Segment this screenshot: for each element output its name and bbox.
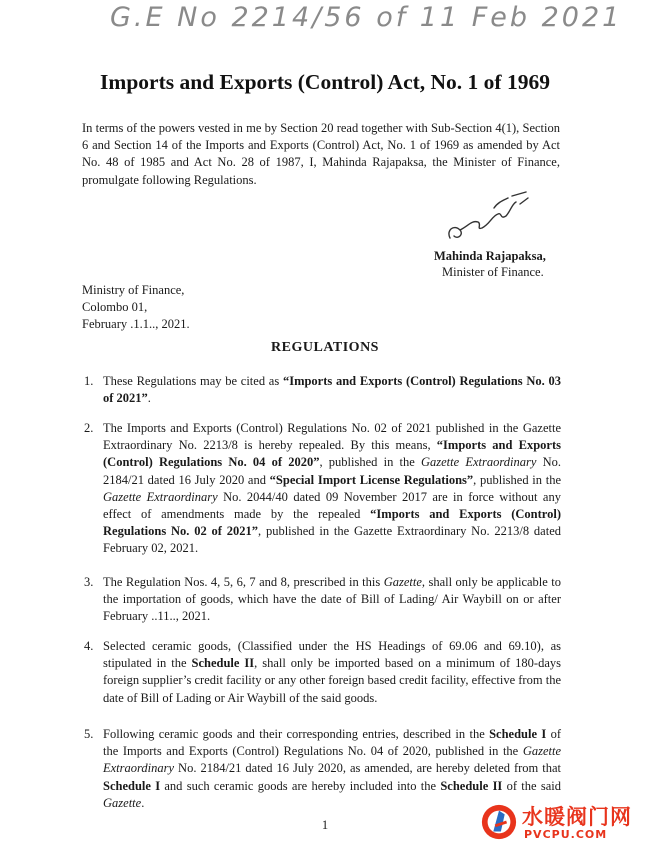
intro-paragraph: In terms of the powers vested in me by Section 20 read together with Sub-Section 4(1), Section 6 and Section 14 of the Imports and Exports (Control) Act, No. 1 of 1969 as amended by Act No. 48 of 1985 and Act No. 28 of 1987, I, Mahinda Rajapaksa, the Minister of Finance, promulgate following Regulations. (82, 121, 560, 187)
item-number: 4. (84, 639, 94, 653)
page-number: 1 (321, 818, 329, 832)
regulations-heading: REGULATIONS (271, 340, 379, 355)
watermark-chinese-text: 水暖阀门网 (522, 805, 632, 829)
signer-title: Minister of Finance. (442, 265, 544, 279)
address-line-ministry: Ministry of Finance, (82, 283, 185, 297)
site-watermark (480, 801, 642, 845)
item-number: 1. (84, 374, 94, 388)
minister-signature (442, 190, 532, 245)
watermark-url: PVCPU.COM (524, 828, 608, 841)
watermark-logo-icon (480, 803, 518, 841)
item-number: 2. (84, 421, 94, 435)
signer-name: Mahinda Rajapaksa, (434, 249, 546, 263)
item-text: The Regulation Nos. 4, 5, 6, 7 and 8, prescribed in this Gazette, shall only be applicable to the importation of goods, which have the date of Bill of Lading/ Air Waybill on or after February ..11.., 2021. (103, 575, 561, 624)
handwritten-gazette-note: G.E No 2214/56 of 11 Feb 2021 (110, 2, 623, 33)
item-text: The Imports and Exports (Control) Regulations No. 02 of 2021 published in the Gazette Extraordinary No. 2213/8 is hereby repealed. By this means, “Imports and Exports (Control) Regulations No. 04 of 2020”, published in the Gazette Extraordinary No. 2184/21 dated 16 July 2020 and “Special Import License Regulations”, published in the Gazette Extraordinary No. 2044/40 dated 09 November 2017 are in force without any effect of amendments made by the repealed “Imports and Exports (Control) Regulations No. 02 of 2021”, published in the Gazette Extraordinary No. 2213/8 dated February 02, 2021. (103, 421, 562, 556)
address-line-city: Colombo 01, (82, 300, 148, 314)
item-number: 3. (84, 575, 94, 589)
item-text: Following ceramic goods and their corresponding entries, described in the Schedule I of the Imports and Exports (Control) Regulations No. 04 of 2020, published in the Gazette Extraordinary No. 2184/21 dated 16 July 2020, as amended, are hereby deleted from that Schedule I and such ceramic goods are hereby included into the Schedule II of the said Gazette. (103, 727, 561, 810)
address-line-date: February .1.1.., 2021. (82, 317, 190, 331)
item-text: These Regulations may be cited as “Imports and Exports (Control) Regulations No. 03 of 2021”. (103, 374, 561, 406)
page-title: Imports and Exports (Control) Act, No. 1 of 1969 (100, 70, 550, 94)
item-text: Selected ceramic goods, (Classified under the HS Headings of 69.06 and 69.10), as stipulated in the Schedule II, shall only be imported based on a minimum of 180-days foreign supplier’s credit facility or any other foreign based credit facility, effective from the date of Bill of Lading or Air Waybill of the said goods. (103, 639, 562, 705)
item-number: 5. (84, 727, 94, 741)
